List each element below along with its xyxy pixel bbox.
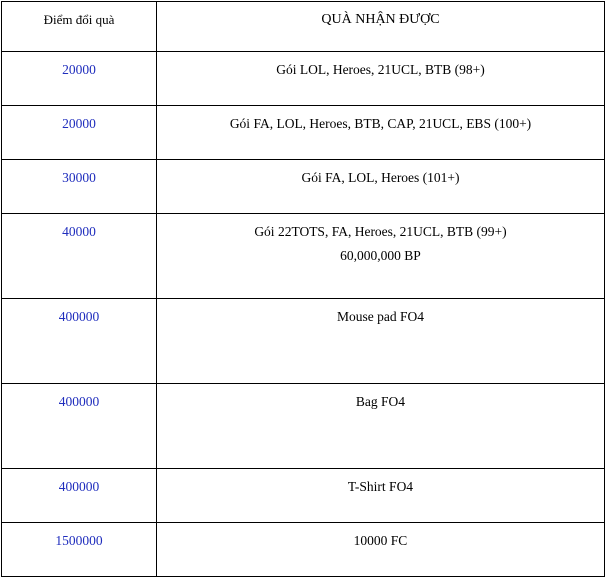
reward-cell [157, 523, 605, 577]
points-cell: 30000 [2, 160, 157, 214]
points-cell: 400000 [2, 384, 157, 469]
table-row [2, 469, 605, 523]
reward-text: T-Shirt FO4 [347, 479, 414, 494]
table-row [2, 106, 605, 160]
reward-text: Gói FA, LOL, Heroes (101+) [301, 170, 460, 185]
table-row [2, 299, 605, 384]
points-column-header: Điểm đổi quà [2, 2, 157, 52]
reward-cell [157, 160, 605, 214]
table-row [2, 52, 605, 106]
points-cell: 20000 [2, 52, 157, 106]
reward-text: Gói LOL, Heroes, 21UCL, BTB (98+) [276, 62, 485, 77]
reward-cell [157, 52, 605, 106]
reward-cell [157, 299, 605, 384]
reward-text: Gói 22TOTS, FA, Heroes, 21UCL, BTB (99+) [254, 224, 507, 239]
points-cell: 20000 [2, 106, 157, 160]
points-cell: 400000 [2, 469, 157, 523]
table-row [2, 160, 605, 214]
rewards-table [1, 1, 605, 577]
table-header-row [2, 2, 605, 52]
table-row [2, 523, 605, 577]
reward-cell [157, 214, 605, 299]
table-row [2, 384, 605, 469]
reward-text: 60,000,000 BP [340, 248, 421, 263]
reward-cell [157, 469, 605, 523]
reward-cell [157, 384, 605, 469]
points-cell: 1500000 [2, 523, 157, 577]
reward-cell [157, 106, 605, 160]
reward-column-header: QUÀ NHẬN ĐƯỢC [157, 2, 605, 52]
reward-text: Bag FO4 [355, 394, 406, 409]
reward-text: Mouse pad FO4 [337, 309, 424, 324]
table-row [2, 214, 605, 299]
reward-text: Gói FA, LOL, Heroes, BTB, CAP, 21UCL, EBS (100+) [229, 116, 532, 131]
points-cell: 40000 [2, 214, 157, 299]
reward-text: 10000 FC [353, 533, 408, 548]
points-cell: 400000 [2, 299, 157, 384]
